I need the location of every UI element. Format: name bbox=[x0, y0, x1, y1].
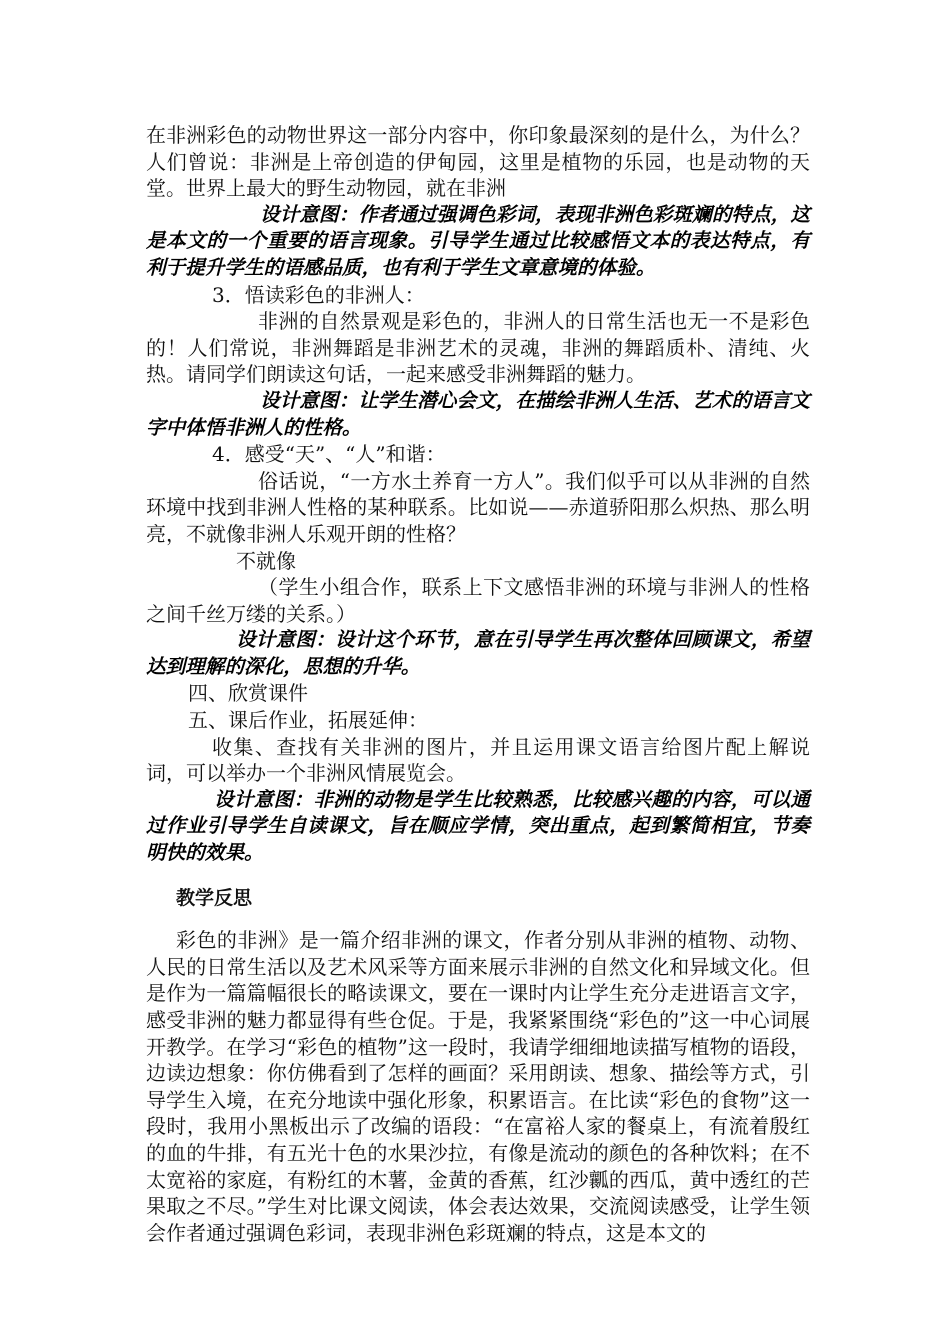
paragraph-homework-task: 收集、查找有关非洲的图片，并且运用课文语言给图片配上解说词，可以举办一个非洲风情展览会。 bbox=[146, 734, 810, 786]
design-intent-3: 设计意图：设计这个环节，意在引导学生再次整体回顾课文，希望达到理解的深化，思想的升华。 bbox=[146, 628, 810, 678]
paragraph-animal-world: 在非洲彩色的动物世界这一部分内容中，你印象最深刻的是什么，为什么？人们曾说：非洲是上帝创造的伊甸园，这里是植物的乐园，也是动物的天堂。世界上最大的野生动物园，就在非洲 bbox=[146, 123, 810, 201]
section-homework: 五、课后作业，拓展延伸： bbox=[188, 708, 428, 733]
section-4-title: 4．感受“天”、“人”和谐： bbox=[212, 442, 446, 467]
paragraph-harmony: 俗话说，“一方水土养育一方人”。我们似乎可以从非洲的自然环境中找到非洲人性格的某种联系。比如说——赤道骄阳那么炽热、那么明亮，不就像非洲人乐观开朗的性格？ bbox=[146, 468, 810, 546]
paragraph-not-like: 不就像 bbox=[236, 548, 296, 573]
reflection-paragraph: 彩色的非洲》是一篇介绍非洲的课文，作者分别从非洲的植物、动物、人民的日常生活以及艺术风采等方面来展示非洲的自然文化和异域文化。但是作为一篇篇幅很长的略读课文，要在一课时内让学生充分走进语言文字，感受非洲的魅力都显得有些仓促。于是，我紧紧围绕“彩色的”这一中心词展开教学。在学习“彩色的植物”这一段时，我请学细细地读描写植物的语段，边读边想象：你仿佛看到了怎样的画面？采用朗读、想象、描绘等方式，引导学生入境，在充分地读中强化形象，积累语言。在比读“彩色的食物”这一段时，我用小黑板出示了改编的语段：“在富裕人家的餐桌上，有流着殷红的血的牛排，有五光十色的水果沙拉，有像是流动的颜色的各种饮料；在不太宽裕的家庭，有粉红的木薯，金黄的香蕉，红沙瓤的西瓜，黄中透红的芒果取之不尽。”学生对比课文阅读，体会表达效果，交流阅读感受，让学生领会作者通过强调色彩词，表现非洲色彩斑斓的特点，这是本文的 bbox=[146, 928, 810, 1245]
design-intent-2: 设计意图：让学生潜心会文，在描绘非洲人生活、艺术的语言文字中体悟非洲人的性格。 bbox=[146, 388, 810, 439]
section-appreciate-courseware: 四、欣赏课件 bbox=[188, 681, 308, 706]
paragraph-african-people: 非洲的自然景观是彩色的，非洲人的日常生活也无一不是彩色的！人们常说，非洲舞蹈是非洲艺术的灵魂，非洲的舞蹈质朴、清纯、火热。请同学们朗读这句话，一起来感受非洲舞蹈的魅力。 bbox=[146, 309, 810, 387]
reflection-heading: 教学反思 bbox=[176, 886, 253, 909]
document-page bbox=[146, 122, 810, 1246]
design-intent-4: 设计意图：非洲的动物是学生比较熟悉，比较感兴趣的内容，可以通过作业引导学生自读课文，旨在顺应学情，突出重点，起到繁简相宜，节奏明快的效果。 bbox=[146, 787, 810, 865]
design-intent-1: 设计意图：作者通过强调色彩词，表现非洲色彩斑斓的特点，这是本文的一个重要的语言现象。引导学生通过比较感悟文本的表达特点，有利于提升学生的语感品质，也有利于学生文章意境的体验。 bbox=[146, 202, 810, 279]
section-3-title: 3．悟读彩色的非洲人： bbox=[212, 282, 425, 307]
paragraph-group-work: （学生小组合作，联系上下文感悟非洲的环境与非洲人的性格之间千丝万缕的关系。） bbox=[146, 575, 810, 626]
